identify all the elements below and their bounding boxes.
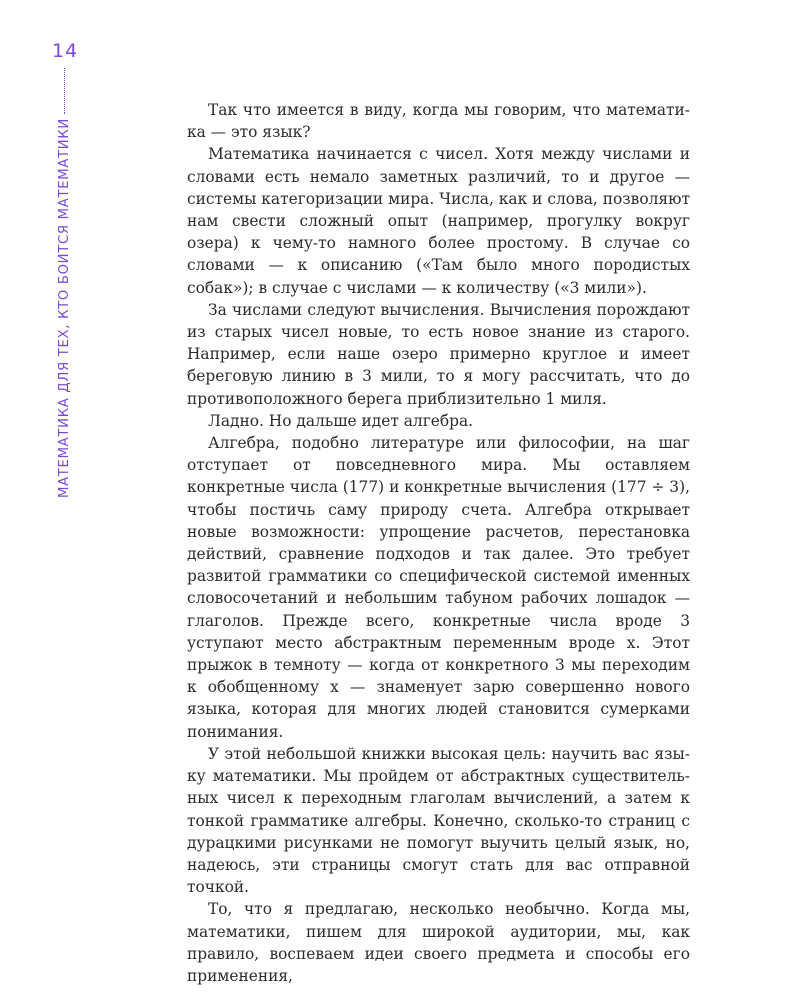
paragraph: Алгебра, подобно литературе или философии, на шаг отступает от повседневного мира. Мы оставляем конкретные числа (177) и конкретные вычисления (177 ÷ 3), чтобы постичь саму природу счета. Алгебра открывает новые возможности: упрощение расчетов, перестановка действий, сравнение подходов и так далее. Это требует развитой грамматики со специфической системой именных словосочетаний и небольшим табуном рабочих лошадок — глаголов. Прежде всего, конкретные числа вроде 3 уступают место абстрактным переменным вроде x. Этот прыжок в темноту — когда от конкретного 3 мы переходим к обобщенному x — знаменует зарю совершенно нового языка, которая для многих людей становится сумерками понимания. bbox=[187, 434, 690, 741]
paragraph: У этой небольшой книжки высокая цель: научить вас языку математики. Мы пройдем от абстрактных существительных чисел к переходным глаголам вычислений, а затем к тонкой грамматике алгебры. Конечно, сколько-то страниц с дурацкими рисунками не помогут выучить целый язык, но, надеюсь, эти страницы смогут стать для вас отправной точкой. bbox=[187, 744, 690, 897]
running-header bbox=[56, 68, 72, 498]
page-number: 14 bbox=[52, 40, 79, 62]
running-header-dotted-rule bbox=[64, 68, 65, 114]
body-text bbox=[187, 99, 690, 987]
paragraph: Так что имеется в виду, когда мы говорим, что математика — это язык? bbox=[187, 101, 690, 142]
running-header-title: МАТЕМАТИКА ДЛЯ ТЕХ, КТО БОИТСЯ МАТЕМАТИКИ bbox=[56, 118, 72, 498]
paragraph: Ладно. Но дальше идет алгебра. bbox=[208, 411, 474, 430]
paragraph: За числами следуют вычисления. Вычисления порождают из старых чисел новые, то есть новое знание из старого. Например, если наше озеро примерно круглое и имеет береговую линию в 3 мили, то я могу рассчитать, что до противоположного берега приблизительно 1 миля. bbox=[187, 300, 690, 408]
paragraph: Математика начинается с чисел. Хотя между числами и словами есть немало заметных различий, то и другое — системы категоризации мира. Числа, как и слова, позволяют нам свести сложный опыт (например, прогулку вокруг озера) к чему-то намного более простому. В случае со словами — к описанию («Там было много породистых собак»); в случае с числами — к количеству («3 мили»). bbox=[187, 145, 690, 297]
paragraph: То, что я предлагаю, несколько необычно. Когда мы, математики, пишем для широкой аудитории, мы, как правило, воспеваем идеи своего предмета и способы его применения, bbox=[187, 900, 690, 985]
